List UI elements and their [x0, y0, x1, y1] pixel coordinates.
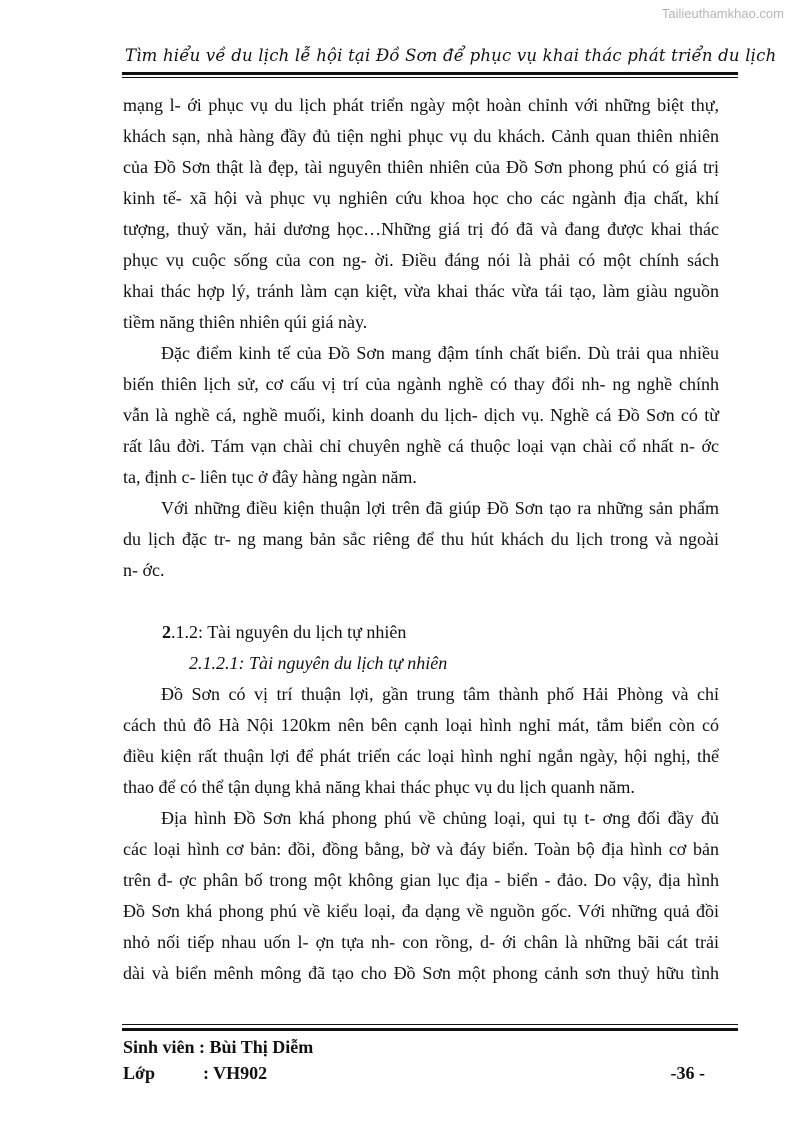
text-line: cách thủ đô Hà Nội 120km nên bên cạnh loại hình nghỉ mát, tắm biển còn có — [123, 715, 719, 735]
text-line: ta, định c- liên tục ở đây hàng ngàn năm. — [123, 467, 417, 487]
page-number: -36 - — [670, 1063, 705, 1083]
text-line: kinh tế- xã hội và phục vụ nghiên cứu khoa học cho các ngành địa chất, khí — [123, 188, 719, 208]
footer-class-row — [123, 1060, 705, 1086]
section-heading — [123, 617, 719, 648]
text-line: mạng l- ới phục vụ du lịch phát triển ngày một hoàn chỉnh với những biệt thự, — [123, 95, 719, 115]
student-label: Sinh viên — [123, 1037, 195, 1057]
text-line: vẫn là nghề cá, nghề muối, kinh doanh du lịch- dịch vụ. Nghề cá Đồ Sơn có từ — [123, 405, 719, 425]
footer-rule-thin — [122, 1024, 738, 1025]
page-footer — [123, 1034, 705, 1086]
spacer — [123, 586, 719, 617]
text-line: Với những điều kiện thuận lợi trên đã giúp Đồ Sơn tạo ra những sản phẩm — [161, 498, 719, 518]
text-line: phục vụ cuộc sống của con ng- ời. Điều đáng nói là phải có một chính sách — [123, 250, 719, 270]
paragraph-5 — [123, 803, 719, 989]
text-line: thao để có thể tận dụng khả năng khai thác phục vụ du lịch quanh năm. — [123, 777, 635, 797]
text-line: dài và biển mênh mông đã tạo cho Đồ Sơn một phong cảnh sơn thuỷ hữu tình — [123, 963, 719, 983]
document-body — [123, 90, 719, 989]
text-line: biến thiên lịch sử, cơ cấu vị trí của ngành nghề có thay đổi nh- ng nghề chính — [123, 374, 719, 394]
footer-student-row — [123, 1034, 705, 1060]
text-line: rất lâu đời. Tám vạn chài chỉ chuyên nghề cá thuộc loại vạn chài cổ nhất n- ớc — [123, 436, 719, 456]
section-number-rest: .1.2: — [171, 622, 208, 642]
text-line: khai thác hợp lý, tránh làm cạn kiệt, vừa khai thác vừa tái tạo, làm giàu nguồn — [123, 281, 719, 301]
paragraph-3 — [123, 493, 719, 586]
text-line: các loại hình cơ bản: đồi, đồng bằng, bờ và đáy biển. Toàn bộ địa hình cơ bản — [123, 839, 719, 859]
text-line: Địa hình Đồ Sơn khá phong phú về chủng loại, qui tụ t- ơng đối đầy đủ — [161, 808, 719, 828]
footer-rule-thick — [122, 1028, 738, 1031]
text-line: tượng, thuỷ văn, hải dương học…Những giá trị đó đã và đang được khai thác — [123, 219, 719, 239]
text-line: nhỏ nối tiếp nhau uốn l- ợn tựa nh- con rồng, d- ới chân là những bãi cát trải — [123, 932, 719, 952]
text-line: của Đồ Sơn thật là đẹp, tài nguyên thiên nhiên của Đồ Sơn phong phú có giá trị — [123, 157, 719, 177]
section-number-bold: 2 — [162, 622, 171, 642]
subsection-heading: 2.1.2.1: Tài nguyên du lịch tự nhiên — [189, 653, 448, 673]
page-header-title: Tìm hiểu về du lịch lễ hội tại Đồ Sơn để phục vụ khai thác phát triển du lịch — [125, 46, 777, 65]
text-line: n- ớc. — [123, 560, 165, 580]
paragraph-2 — [123, 338, 719, 493]
class-label: Lớp — [123, 1063, 155, 1083]
text-line: du lịch đặc tr- ng mang bản sắc riêng để thu hút khách du lịch trong và ngoài — [123, 529, 719, 549]
text-line: tiềm năng thiên nhiên qúi giá này. — [123, 312, 368, 332]
header-rule-thick — [122, 72, 738, 75]
text-line: trên đ- ợc phân bố trong một không gian lục địa - biển - đảo. Do vậy, địa hình — [123, 870, 719, 890]
paragraph-1 — [123, 90, 719, 338]
header-rule-thin — [122, 77, 738, 78]
student-name: : Bùi Thị Diễm — [199, 1037, 314, 1057]
text-line: Đồ Sơn khá phong phú về kiểu loại, đa dạng về nguồn gốc. Với những quả đồi — [123, 901, 719, 921]
class-value: : VH902 — [203, 1063, 268, 1083]
watermark: Tailieuthamkhao.com — [661, 6, 784, 21]
paragraph-4 — [123, 679, 719, 803]
text-line: Đồ Sơn có vị trí thuận lợi, gần trung tâm thành phố Hải Phòng và chỉ — [161, 684, 719, 704]
section-title: Tài nguyên du lịch tự nhiên — [207, 622, 407, 642]
text-line: Đặc điểm kinh tế của Đồ Sơn mang đậm tính chất biển. Dù trải qua nhiều — [161, 343, 719, 363]
text-line: điều kiện rất thuận lợi để phát triển các loại hình nghỉ ngắn ngày, hội nghị, thể — [123, 746, 719, 766]
text-line: khách sạn, nhà hàng đầy đủ tiện nghi phục vụ du khách. Cảnh quan thiên nhiên — [123, 126, 719, 146]
